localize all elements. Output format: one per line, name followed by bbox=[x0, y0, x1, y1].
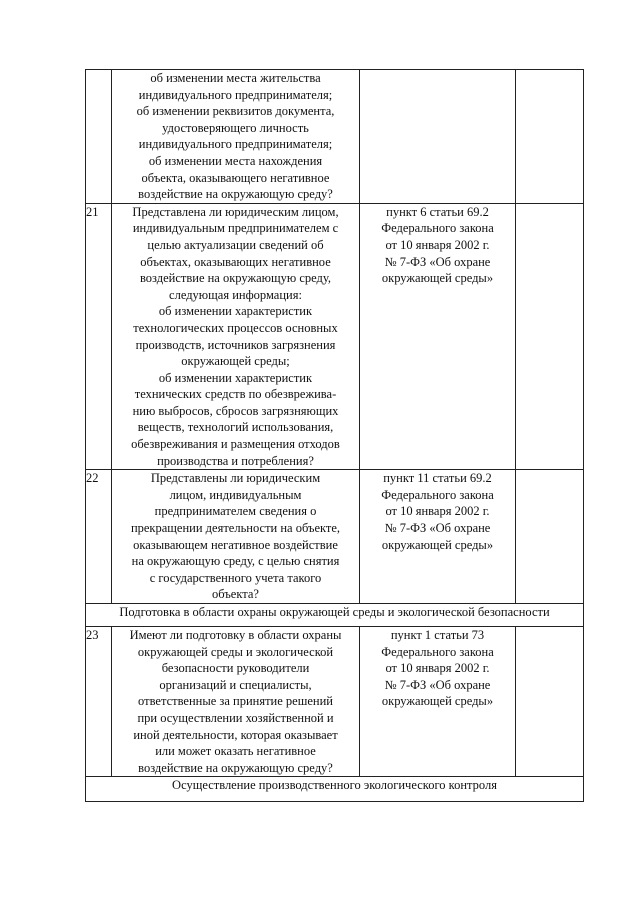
section-header-row bbox=[86, 777, 584, 802]
answer-cell bbox=[516, 627, 584, 777]
legal-reference: пункт 1 статьи 73 Федерального закона от 10 января 2002 г. № 7-ФЗ «Об охране окружающей среды» bbox=[360, 627, 516, 777]
answer-cell bbox=[516, 470, 584, 604]
checklist-table bbox=[85, 69, 584, 802]
table-row bbox=[86, 627, 584, 777]
question-text: Представлена ли юридическим лицом, индивидуальным предпринимателем с целью актуализации сведений об объектах, оказывающих негативное воздействие на окружающую среду, следующая информация: об изменении характеристик технологических процессов основных производств, источников загрязнения окружающей среды; об изменении характеристик технических средств по обезврежива- нию выбросов, сбросов загрязняющих веществ, технологий использования, обезвреживания и размещения отходов производства и потребления? bbox=[112, 203, 360, 470]
answer-cell bbox=[516, 203, 584, 470]
answer-cell bbox=[516, 70, 584, 204]
row-number bbox=[86, 70, 112, 204]
table-row bbox=[86, 470, 584, 604]
section-title-production-control: Осуществление производственного экологического контроля bbox=[86, 777, 584, 802]
legal-reference bbox=[360, 70, 516, 204]
question-text: об изменении места жительства индивидуального предпринимателя; об изменении реквизитов документа, удостоверяющего личность индивидуального предпринимателя; об изменении места нахождения объекта, оказывающего негативное воздействие на окружающую среду? bbox=[112, 70, 360, 204]
section-title-training: Подготовка в области охраны окружающей среды и экологической безопасности bbox=[86, 604, 584, 627]
row-number: 22 bbox=[86, 470, 112, 604]
table-row bbox=[86, 70, 584, 204]
legal-reference: пункт 11 статьи 69.2 Федерального закона от 10 января 2002 г. № 7-ФЗ «Об охране окружающей среды» bbox=[360, 470, 516, 604]
section-header-row bbox=[86, 604, 584, 627]
legal-reference: пункт 6 статьи 69.2 Федерального закона от 10 января 2002 г. № 7-ФЗ «Об охране окружающей среды» bbox=[360, 203, 516, 470]
question-text: Представлены ли юридическим лицом, индивидуальным предпринимателем сведения о прекращении деятельности на объекте, оказывающем негативное воздействие на окружающую среду, с целью снятия с государственного учета такого объекта? bbox=[112, 470, 360, 604]
row-number: 23 bbox=[86, 627, 112, 777]
question-text: Имеют ли подготовку в области охраны окружающей среды и экологической безопасности руководители организаций и специалисты, ответственные за принятие решений при осуществлении хозяйственной и иной деятельности, которая оказывает или может оказать негативное воздействие на окружающую среду? bbox=[112, 627, 360, 777]
row-number: 21 bbox=[86, 203, 112, 470]
table-row bbox=[86, 203, 584, 470]
